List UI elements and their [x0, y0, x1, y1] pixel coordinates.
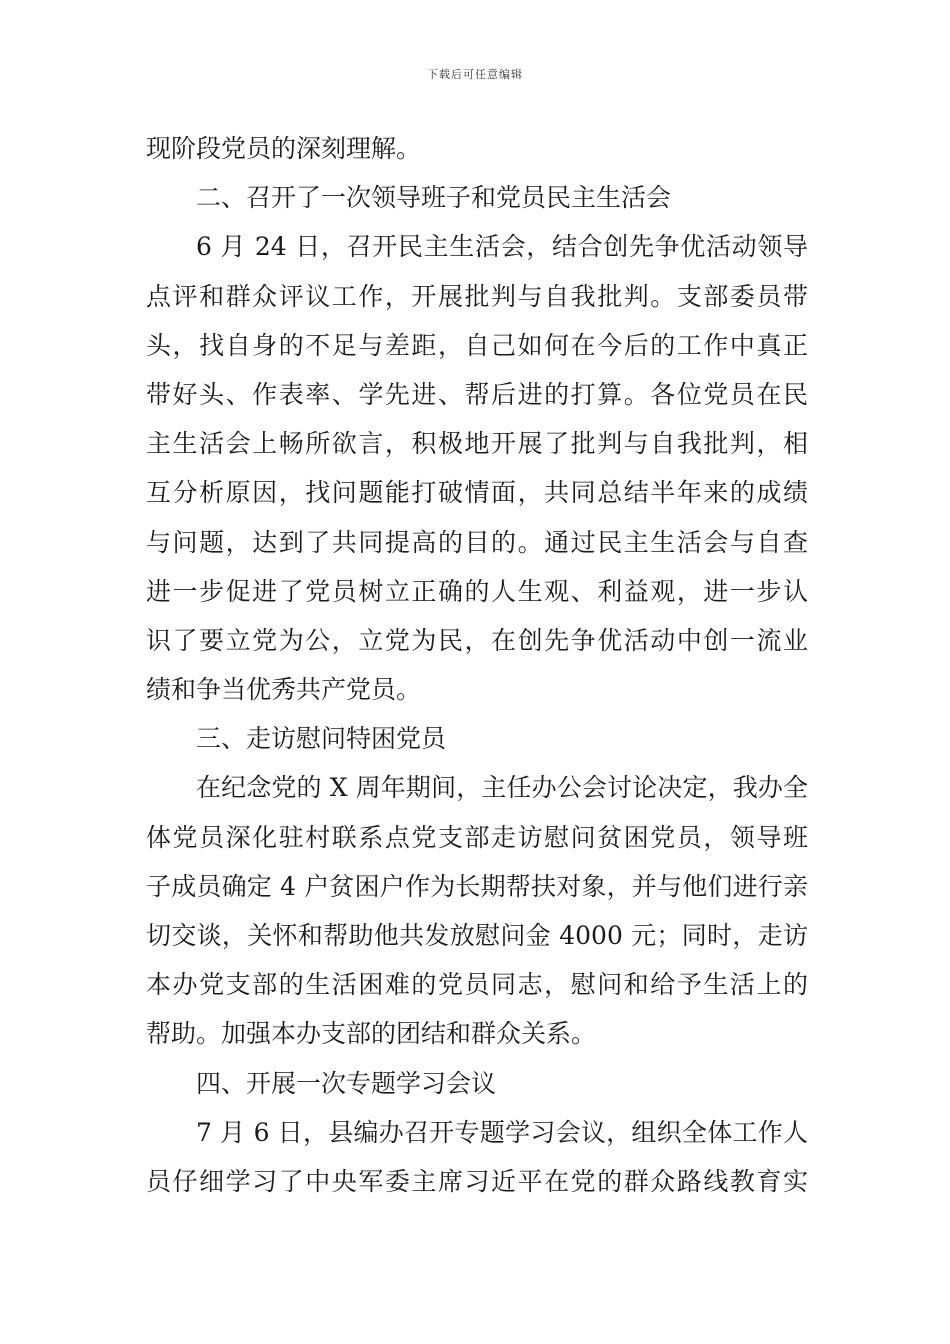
paragraph-line: 帮助。加强本办支部的团结和群众关系。	[146, 1019, 597, 1049]
paragraph-line: 进一步促进了党员树立正确的人生观、利益观，进一步认	[146, 576, 808, 606]
paragraph-line: 本办党支部的生活困难的党员同志，慰问和给予生活上的	[146, 970, 808, 1000]
page-header-note: 下载后可任意编辑	[427, 68, 523, 81]
section-heading: 二、召开了一次领导班子和党员民主生活会	[196, 183, 672, 213]
paragraph-line: 在纪念党的 X 周年期间，主任办公会讨论决定，我办全	[196, 773, 808, 803]
paragraph-line: 切交谈，关怀和帮助他共发放慰问金 4000 元；同时，走访	[146, 921, 808, 950]
paragraph-line: 绩和争当优秀共产党员。	[146, 675, 422, 705]
section-heading: 三、走访慰问特困党员	[196, 724, 447, 754]
paragraph-line: 现阶段党员的深刻理解。	[146, 134, 422, 163]
paragraph-line: 头，找自身的不足与差距，自己如何在今后的工作中真正	[146, 330, 808, 360]
paragraph-line: 体党员深化驻村联系点党支部走访慰问贫困党员，领导班	[146, 822, 808, 852]
document-body	[146, 124, 808, 1206]
paragraph-line: 员仔细学习了中央军委主席习近平在党的群众路线教育实	[146, 1166, 808, 1196]
paragraph-line: 主生活会上畅所欲言，积极地开展了批判与自我批判，相	[146, 429, 808, 459]
paragraph-line: 子成员确定 4 户贫困户作为长期帮扶对象，并与他们进行亲	[146, 871, 808, 901]
paragraph-line: 6 月 24 日，召开民主生活会，结合创先争优活动领导	[196, 232, 808, 262]
section-heading: 四、开展一次专题学习会议	[196, 1068, 497, 1098]
paragraph-line: 点评和群众评议工作，开展批判与自我批判。支部委员带	[146, 281, 808, 311]
paragraph-line: 识了要立党为公，立党为民，在创先争优活动中创一流业	[146, 625, 808, 655]
paragraph-line: 与问题，达到了共同提高的目的。通过民主生活会与自查	[146, 527, 808, 557]
paragraph-line: 带好头、作表率、学先进、帮后进的打算。各位党员在民	[146, 379, 808, 409]
paragraph-line: 互分析原因，找问题能打破情面，共同总结半年来的成绩	[146, 478, 808, 508]
paragraph-line: 7 月 6 日，县编办召开专题学习会议，组织全体工作人	[196, 1117, 808, 1147]
